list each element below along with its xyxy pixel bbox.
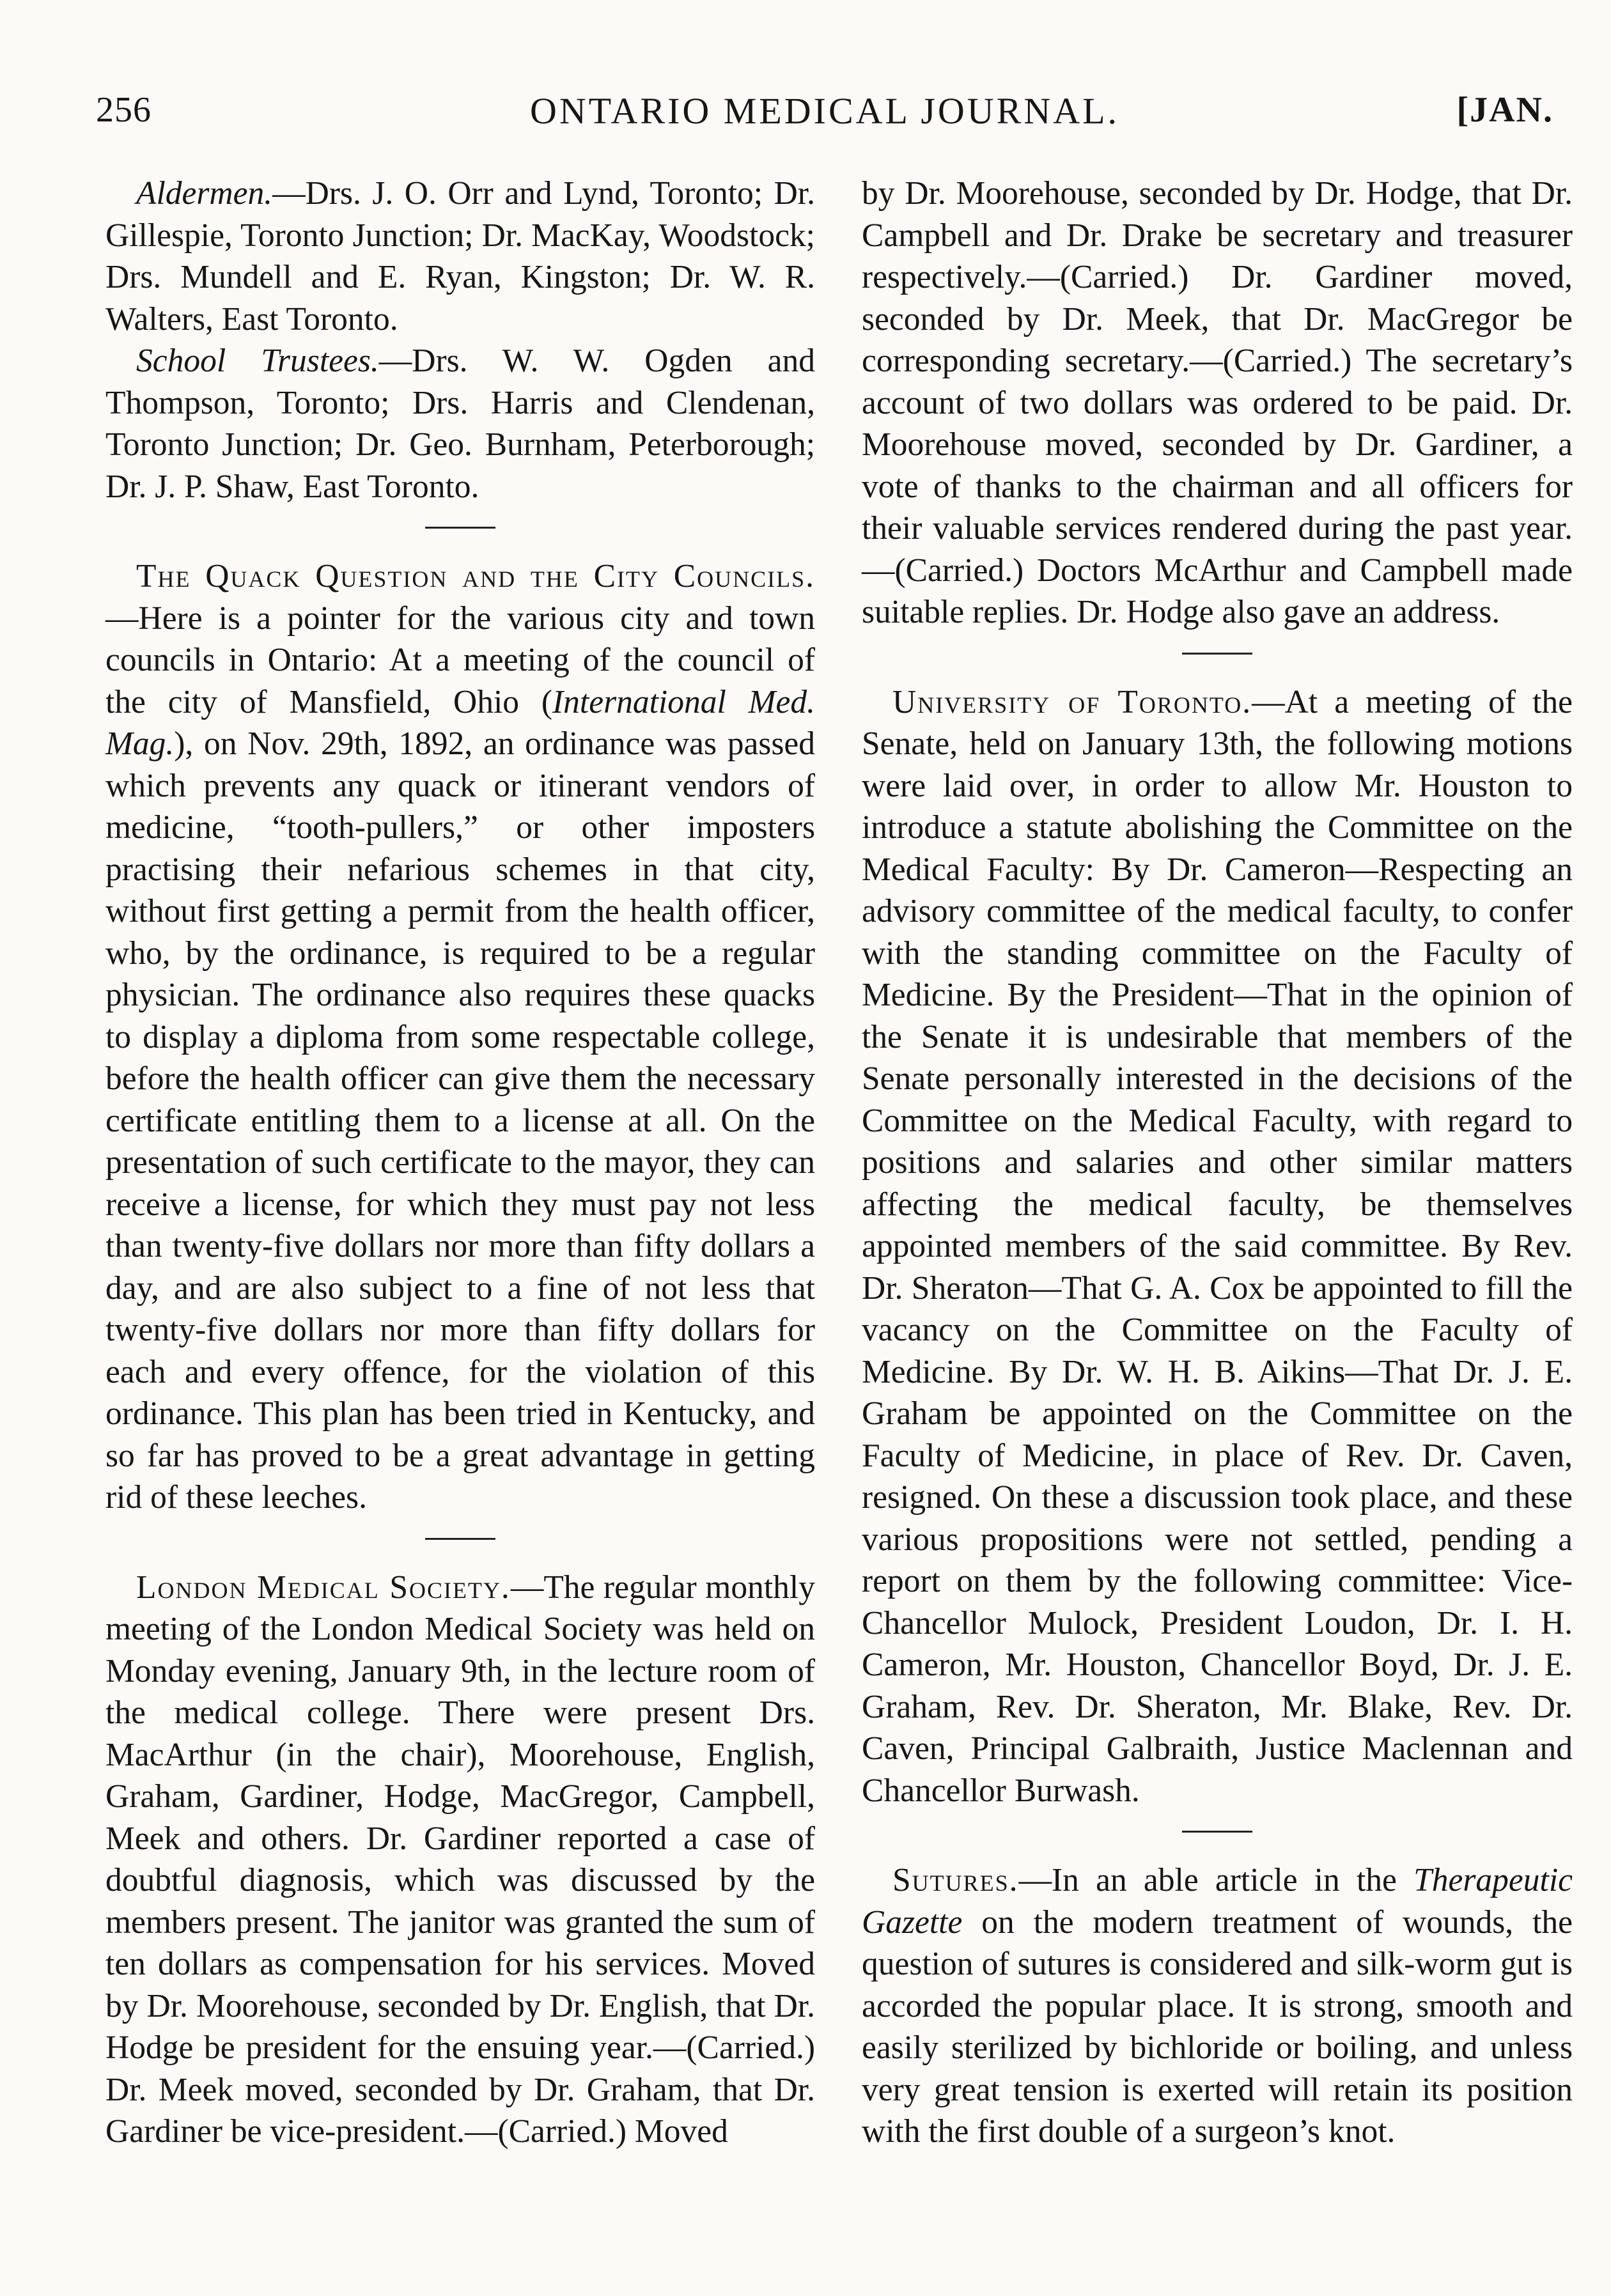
aldermen-heading: Aldermen. — [136, 175, 273, 212]
quack-question-text-1: —Here is a pointer for the various city and town councils in Ontario: At a meeting of the council of the city of Mansfield, Ohio ( — [105, 600, 815, 720]
section-divider — [425, 527, 495, 529]
london-society-heading: London Medical Society. — [136, 1569, 511, 1606]
sutures-paragraph — [862, 1859, 1573, 2153]
sutures-text-1: —In an able article in the — [1018, 1862, 1414, 1898]
page-number: 256 — [96, 90, 152, 130]
section-divider — [1182, 653, 1252, 655]
quack-question-journal: International Med. Mag. — [105, 683, 815, 762]
quack-question-text-2: ), on Nov. 29th, 1892, an ordinance was passed which prevents any quack or itinerant vendors of medicine, “tooth-pullers,” or other imposters practising their nefarious schemes in that city, without first getting a permit from the health officer, who, by the ordinance, is required to be a regular physician. The ordinance also requires these quacks to display a diploma from some respectable college, before the health officer can give them the necessary certificate entitling them to a license at all. On the presentation of such certificate to the mayor, they can receive a license, for which they must pay not less than twenty-five dollars nor more than fifty dollars a day, and are also subject to a fine of not less that twenty-five dollars nor more than fifty dollars for each and every offence, for the violation of this ordinance. This plan has been tried in Kentucky, and so far has proved to be a great advantage in getting rid of these leeches. — [105, 725, 815, 1516]
sutures-heading: Sutures. — [892, 1862, 1019, 1898]
london-society-continuation: by Dr. Moorehouse, seconded by Dr. Hodge, that Dr. Campbell and Dr. Drake be secretary and treasurer respectively.—(Carried.) Dr. Gardiner moved, seconded by Dr. Meek, that Dr. MacGregor be corresponding secretary.—(Carried.) The secretary’s account of two dollars was ordered to be paid. Dr. Moorehouse moved, seconded by Dr. Gardiner, a vote of thanks to the chairman and all officers for their valuable services rendered during the past year.—(Carried.) Doctors McArthur and Campbell made suitable replies. Dr. Hodge also gave an address. — [862, 175, 1573, 630]
section-divider — [1182, 1831, 1252, 1833]
school-trustees-paragraph — [105, 340, 815, 508]
journal-title: ONTARIO MEDICAL JOURNAL. — [529, 90, 1120, 132]
quack-question-paragraph — [105, 555, 815, 1519]
running-header — [96, 83, 1553, 160]
london-society-paragraph — [105, 1567, 815, 2153]
university-text: —At a meeting of the Senate, held on January 13th, the following motions were laid over, in order to allow Mr. Houston to introduce a statute abolishing the Committee on the Medical Faculty: By Dr. Cameron—Respecting an advisory committee of the medical faculty, to confer with the standing committee on the Faculty of Medicine. By the President—That in the opinion of the Senate it is undesirable that members of the Senate personally interested in the decisions of the Committee on the Medical Faculty, with regard to positions and salaries and other similar matters affecting the medical faculty, be themselves appointed members of the said committee. By Rev. Dr. Sheraton—That G. A. Cox be appointed to fill the vacancy on the Committee on the Faculty of Medicine. By Dr. W. H. B. Aikins—That Dr. J. E. Graham be appointed on the Committee on the Faculty of Medicine, in place of Rev. Dr. Caven, resigned. On these a discussion took place, and these various propositions were not settled, pending a report on them by the following committee: Vice-Chancellor Mulock, President Loudon, Dr. I. H. Cameron, Mr. Houston, Chancellor Boyd, Dr. J. E. Graham, Rev. Dr. Sheraton, Mr. Blake, Rev. Dr. Caven, Principal Galbraith, Justice Maclennan and Chancellor Burwash. — [862, 683, 1573, 1809]
aldermen-text: —Drs. J. O. Orr and Lynd, Toronto; Dr. Gillespie, Toronto Junction; Dr. MacKay, Woodstock; Drs. Mundell and E. Ryan, Kingston; Dr. W. R. Walters, East Toronto. — [105, 175, 815, 337]
school-trustees-text: —Drs. W. W. Ogden and Thompson, Toronto; Drs. Harris and Clendenan, Toronto Junction; Dr. Geo. Burnham, Peterborough; Dr. J. P. Shaw, East Toronto. — [105, 343, 815, 505]
issue-month: [JAN. — [1456, 90, 1553, 130]
section-divider — [425, 1538, 495, 1540]
school-trustees-heading: School Trustees. — [136, 343, 379, 379]
left-column — [105, 173, 815, 2153]
university-paragraph — [862, 681, 1573, 1812]
sutures-journal: Therapeutic Gazette — [862, 1862, 1573, 1941]
london-society-text: —The regular monthly meeting of the London Medical Society was held on Monday evening, January 9th, in the lecture room of the medical college. There were present Drs. MacArthur (in the chair), Moorehouse, English, Graham, Gardiner, Hodge, MacGregor, Campbell, Meek and others. Dr. Gardiner reported a case of doubtful diagnosis, which was discussed by the members present. The janitor was granted the sum of ten dollars as compensation for his services. Moved by Dr. Moorehouse, seconded by Dr. English, that Dr. Hodge be president for the ensuing year.—(Carried.) Dr. Meek moved, seconded by Dr. Graham, that Dr. Gardiner be vice-president.—(Carried.) Moved — [105, 1569, 815, 2150]
university-heading: University of Toronto. — [892, 683, 1252, 720]
quack-question-heading: The Quack Question and the City Councils. — [136, 558, 815, 594]
sutures-text-2: on the modern treatment of wounds, the question of sutures is considered and silk-worm gut is accorded the popular place. It is strong, smooth and easily sterilized by bichloride or boiling, and unless very great tension is exerted will retain its position with the first double of a surgeon’s knot. — [862, 1904, 1573, 2150]
aldermen-paragraph — [105, 173, 815, 340]
right-column — [862, 173, 1573, 2153]
